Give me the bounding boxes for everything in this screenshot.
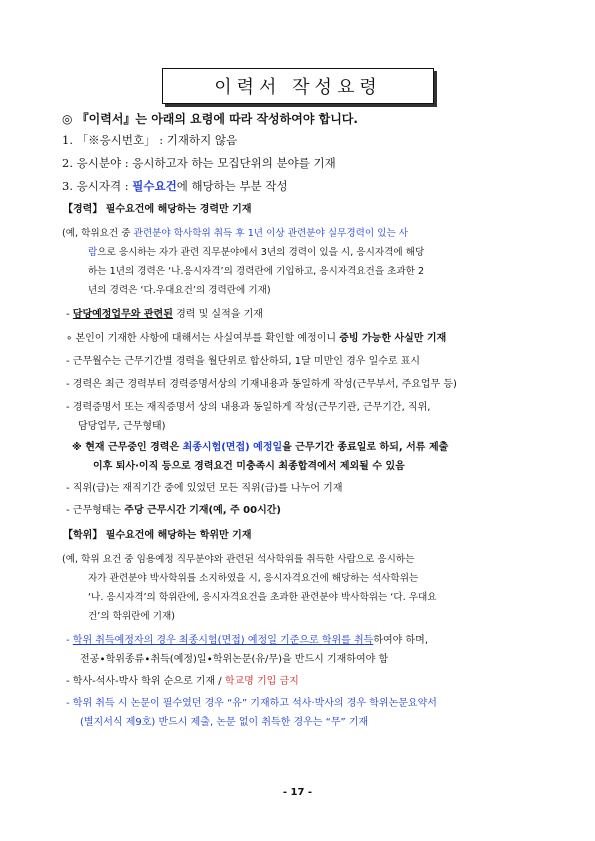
degree-d2-emphasis: 학교명 기입 금지 [224, 676, 299, 687]
career-example-line-2 [88, 246, 424, 259]
career-bullet-certificate-1: - 경력증명서 또는 재직증명서 상의 내용과 동일하게 작성(근무기관, 근무기간, 직위, [66, 402, 431, 413]
item-3-emphasis: 필수요건 [132, 179, 177, 193]
degree-d1-emphasis: 학위 취득예정자의 경우 최종시험(면접) 예정일 기준으로 학위를 취득 [72, 635, 374, 646]
career-example-line-4: 년의 경력은 ‘다.우대요건’의 경력란에 기재) [88, 285, 271, 296]
degree-d1-rest: 하여야 하며, [373, 635, 429, 646]
career-note-a: ※ 현재 근무중인 경력은 [72, 442, 183, 453]
career-bullet-position: - 직위(급)는 재직기간 중에 있었던 모든 직위(급)를 나누어 기재 [66, 483, 343, 494]
degree-bullet-order [66, 675, 299, 688]
career-b2-emphasis: 증빙 가능한 사실만 기재 [339, 333, 447, 344]
career-bullet-verify [66, 332, 446, 345]
career-b1-emphasis: 담당예정업무와 관련된 [72, 309, 173, 320]
degree-d1-dash: - [66, 635, 73, 646]
degree-example-line-3: ‘나. 응시자격’의 학위란에, 응시자격요건을 초과한 관련분야 박사학위는 ‘다. 우대요 [88, 592, 437, 603]
item-qualification [62, 180, 288, 193]
career-example-l2-b: 으로 응시하는 자가 관련 직무분야에서 3년의 경력이 있을 시, 응시자격에 해당 [97, 247, 425, 258]
degree-example-line-1: (예, 학위 요건 중 임용예정 직무분야와 관련된 석사학위를 취득한 사람으로 응시하는 [62, 554, 415, 565]
degree-bullet-thesis-1: - 학위 취득 시 논문이 필수였던 경우 “유” 기재하고 석사·박사의 경우 학위논문요약서 [66, 698, 437, 709]
career-note-emphasis: 최종시험(면접) 예정일 [182, 442, 283, 453]
degree-example-line-4: 건’의 학위란에 기재) [88, 611, 176, 622]
career-example-l1-b: 관련분야 학사학위 취득 후 1년 이상 관련분야 실무경력이 있는 사 [133, 228, 409, 239]
career-bullet-worktype [66, 504, 281, 517]
career-b1-dash: - [66, 309, 73, 320]
degree-heading: 【학위】 필수요건에 해당하는 학위만 기재 [63, 530, 252, 541]
item-3-rest: 에 해당하는 부분 작성 [176, 179, 288, 193]
degree-bullet-expected-2: 전공∙학위종류∙취득(예정)일∙학위논문(유/무)을 반드시 기재하여야 함 [80, 654, 389, 665]
career-note-line-2: 이후 퇴사∙이직 등으로 경력요건 미충족시 최종합격에서 제외될 수 있음 [93, 461, 405, 472]
career-bullet-related [66, 308, 263, 321]
degree-d2-text: - 학사-석사-박사 학위 순으로 기재 / [66, 676, 225, 687]
career-bullet-certificate-2: 담당업무, 근무형태) [78, 421, 166, 432]
career-b2-text: ∘ 본인이 기재한 사항에 대해서는 사실여부를 확인할 예정이니 [66, 333, 340, 344]
career-bullet-months: - 근무월수는 근무기간별 경력을 월단위로 합산하되, 1달 미만인 경우 일수로 표시 [66, 356, 421, 367]
career-b7-emphasis: 주당 근무시간 기재(예, 주 00시간) [124, 505, 281, 516]
page-number: - 17 - [282, 787, 313, 798]
degree-bullet-expected-1 [66, 634, 428, 647]
career-heading: 【경력】 필수요건에 해당하는 경력만 기재 [63, 204, 252, 215]
career-example-line-3: 하는 1년의 경력은 ‘나.응시자격’의 경력란에 기입하고, 응시자격요건을 초과한 2 [88, 266, 425, 277]
item-application-number [62, 134, 237, 147]
item-3-prefix: 3. 응시자격 : [62, 179, 133, 193]
career-example-l1-a: (예, 학위요건 중 [62, 228, 134, 239]
career-example-line-1 [62, 227, 408, 240]
career-note-c: 을 근무기간 종료일로 하되, 서류 제출 [282, 442, 449, 453]
degree-example-line-2: 자가 관련분야 박사학위를 소지하였을 시, 응시자격요건에 해당하는 석사학위는 [88, 573, 419, 584]
item-application-field: 2. 응시분야 : 응시하고자 하는 모집단위의 분야를 기재 [62, 156, 336, 170]
career-b1-rest: 경력 및 실적을 기재 [172, 309, 263, 320]
career-note-line-1 [72, 441, 448, 454]
lead-instruction: ◎ 『이력서』는 아래의 요령에 따라 작성하여야 합니다. [62, 112, 358, 126]
item-1-rest: 기재하지 않음 [166, 133, 238, 147]
page-title: 이력서 작성요령 [162, 68, 434, 104]
career-b7-text: - 근무형태는 [66, 505, 125, 516]
degree-bullet-thesis-2: (별지서식 제9호) 반드시 제출, 논문 없이 취득한 경우는 “무” 기재 [80, 717, 369, 728]
item-1-prefix: 1. 「※응시번호」 : [62, 133, 167, 147]
career-bullet-order: - 경력은 최근 경력부터 경력증명서상의 기재내용과 동일하게 작성(근무부서, 주요업무 등) [66, 379, 457, 390]
career-example-l2-a: 람 [88, 247, 98, 258]
